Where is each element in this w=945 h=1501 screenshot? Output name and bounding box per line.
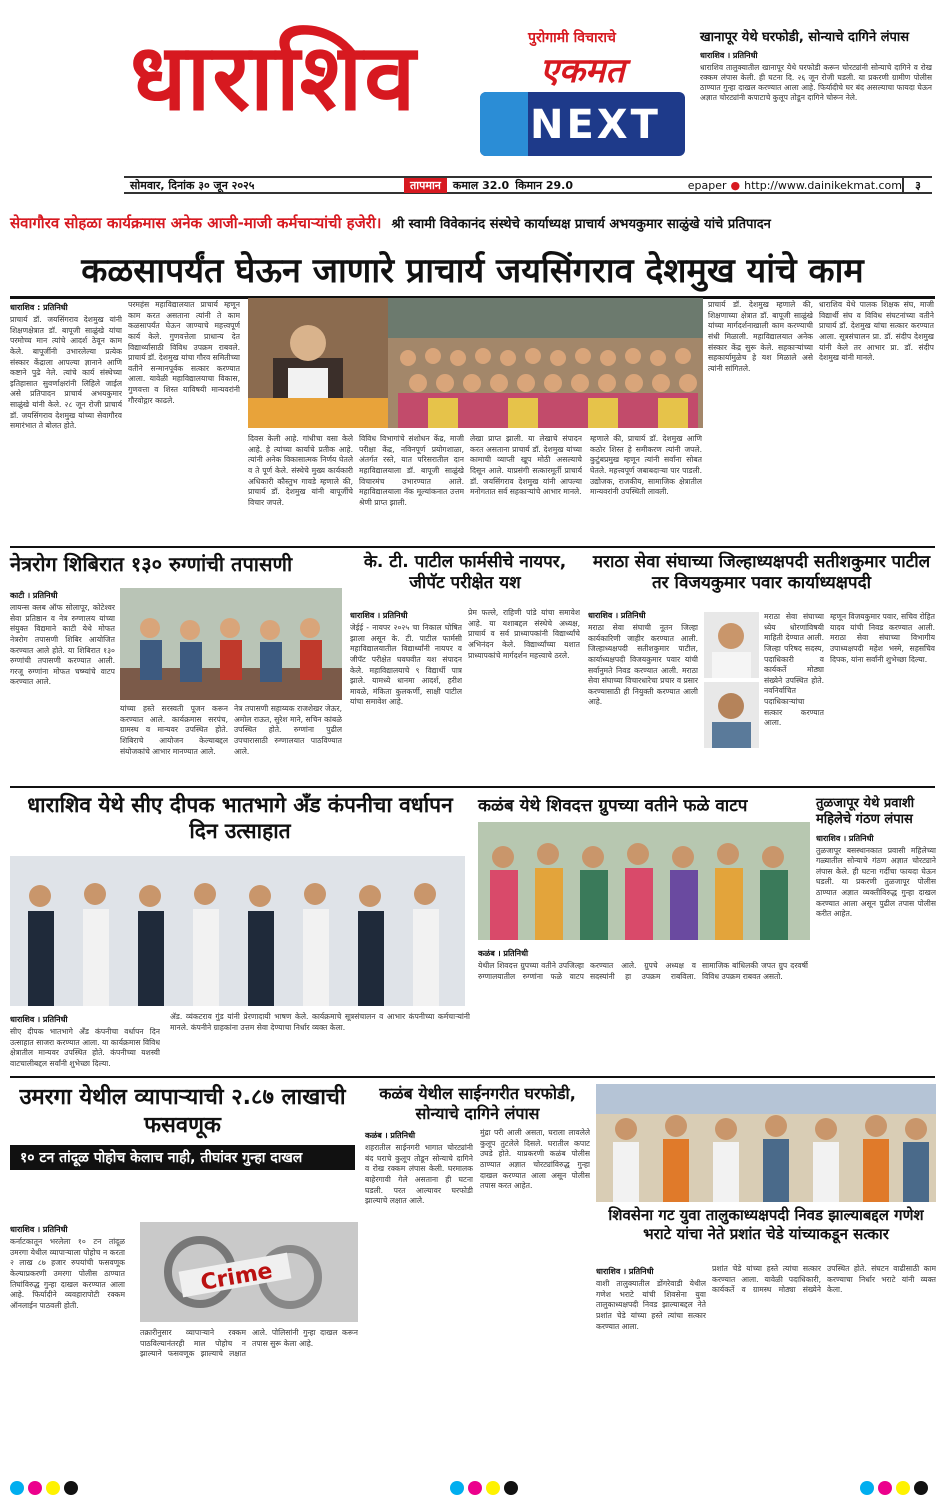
kalamb-fruits-photo	[478, 822, 810, 940]
article-kalamb-fruits	[478, 796, 808, 817]
article-byline: धाराशिव । प्रतिनिधी	[350, 611, 408, 620]
masthead-title: धाराशिव	[130, 24, 418, 131]
lead-text-8: धाराशिव येथे पालक शिक्षक संघ, माजी विद्यार्थी संघ व विविध संघटनांच्या वतीने प्राचार्य डॉ. देशमुख यांचा सत्कार करण्यात आला. सूत्रसंचालन प्रा. डॉ. संदीप देशमुख यांनी केले तर आभार प्रा. डॉ. संदीप देशमुख यांनी मानले.	[819, 300, 934, 363]
crime-photo-label: Crime	[198, 1258, 275, 1296]
article-byline: धाराशिव । प्रतिनिधी	[10, 1225, 68, 1234]
print-color-marks-left	[10, 1481, 78, 1495]
crime-photo	[140, 1222, 358, 1322]
temperature-label: तापमान	[404, 178, 447, 193]
magenta-mark	[468, 1481, 482, 1495]
article-eye-camp	[10, 552, 340, 577]
lead-headline: कळसापर्यंत घेऊन जाणारे प्राचार्य जयसिंगराव देशमुख यांचे काम	[10, 246, 935, 299]
lead-text-4: विविध विभागांचे संशोधन केंद्र, माजी परीक्षा केंद्र, नविनपूर्ण प्रयोगशाळा, अंतर्गत रस्ते, यात परिसरातील दान महाविद्यालयाला डॉ. बापूजी साळुंखे विचारमंच उभारण्यात आले. महाविद्यालयाला नॅक मूल्यांकनात उत्तम श्रेणी प्राप्त झाली.	[359, 434, 464, 507]
lead-text-1: प्राचार्य डॉ. जयसिंगराव देशमुख यांनी शिक्षणक्षेत्रात डॉ. बापूजी साळुंखे यांचा परमोच्च मान त्यांचे आदर्श ठेवून काम केले. बापूजींनी उभारलेल्या प्रत्येक संस्कार केंद्राला आपल्या ज्ञानाने आणि कष्टाने पुढे नेले. त्यांचे कार्य संस्थेच्या इतिहासात सुवर्णाक्षरांनी लिहिले जाईल असे प्रतिपादन प्राचार्य अभयकुमार साळुंखे यांनी केले. २८ जून रोजी प्राचार्य डॉ. जयसिंगराव देशमुख यांच्या सेवागौरव समारंभात ते बोलत होते.	[10, 315, 122, 431]
cyan-mark	[860, 1481, 874, 1495]
min-temperature: किमान 29.0	[515, 178, 574, 192]
article-body: जेईई - नायपर २०२५ चा निकाल घोषित झाला असून के. टी. पाटील फार्मसी महाविद्यालयातील विद्यार्थ्यांनी नायपर व जीपॅट परीक्षेत घवघवीत यश संपादन केले. महाविद्यालयाचे ९ विद्यार्थी पात्र झाले. यामध्ये धानमा आदर्श, हरीश मावळे, मंकिता कुलकर्णी, साक्षी पाटील यांचा समावेश आहे.	[350, 623, 462, 707]
article-headline: उमरगा येथील व्यापाऱ्याची २.८७ लाखाची फसवणूक	[19, 1085, 346, 1138]
eye-camp-text-3: नेत्र तपासणी सहाय्यक राजशेखर जेऊर, अमोल राऊत, सुरेश माने, सचिन कांबळे उपस्थित होते. रुग्णांना पुढील उपचारासाठी रुग्णालयात पाठविण्यात आले.	[234, 704, 342, 756]
article-body: मराठा सेवा संघाची नूतन जिल्हा कार्यकारिणी जाहीर करण्यात आली. जिल्हाध्यक्षपदी सतीशकुमार पाटील, कार्याध्यक्षपदी विजयकुमार पवार यांची सर्वानुमते निवड करण्यात आली. मराठा सेवा संघाच्या विचारधारेचा प्रचार व प्रसार करण्यासाठी ही नियुक्ती करण्यात आली आहे.	[588, 623, 698, 707]
article-headline: के. टी. पाटील फार्मसीचे नायपर, जीपॅट परीक्षेत यश	[363, 552, 567, 594]
print-color-marks-right	[860, 1481, 928, 1495]
article-body: धाराशिव तालुक्यातील खानापूर येथे घरफोडी करून चोरट्यांनी सोन्याचे दागिने व रोख रक्कम लंपास केली. ही घटना दि. २६ जून रोजी घडली. या प्रकरणी ग्रामीण पोलीस ठाण्यात गुन्हा दाखल करण्यात आला आहे. फिर्यादीचे घर बंद असल्याचा फायदा घेऊन अज्ञात चोरट्यांनी कपाटाचे कुलूप तोडून दागिने चोरून नेले.	[700, 62, 932, 103]
next-logo-label: NEXT	[530, 102, 661, 148]
banner-left: सेवागौरव सोहळा कार्यक्रमास अनेक आजी-माजी कर्मचाऱ्यांची हजेरी।	[10, 214, 382, 232]
article-byline: धाराशिव । प्रतिनिधी	[588, 611, 646, 620]
article-ca-anniversary	[10, 792, 470, 845]
kalamb-theft-column-1	[365, 1126, 473, 1463]
magenta-mark	[28, 1481, 42, 1495]
lead-text-7: प्राचार्य डॉ. देशमुख म्हणाले की, शिक्षणाच्या क्षेत्रात डॉ. बापूजी साळुंखे यांच्या मार्गदर्शनाखाली काम करण्याची संधी मिळाली. महाविद्यालयात अनेक संस्कार केंद्र सुरू केले. सहकाऱ्यांच्या सहकार्यामुळेच हे यश मिळाले असे त्यांनी सांगितले.	[708, 300, 813, 373]
article-headline: धाराशिव येथे सीए दीपक भातभागे अँड कंपनीचा वर्धापन दिन उत्साहात	[27, 793, 453, 844]
article-byline: काटी । प्रतिनिधी	[10, 591, 58, 600]
article-body: कर्नाटकातून भरलेला १० टन तांदूळ उमरगा येथील व्यापाऱ्याला पोहोच न करता २ लाख ८७ हजार रुपयांची फसवणूक केल्याप्रकरणी उमरगा पोलीस ठाण्यात तिघांविरुद्ध गुन्हा दाखल करण्यात आला आहे. फिर्यादीने व्यवहारापोटी रक्कम ऑनलाईन पाठवली होती.	[10, 1237, 125, 1310]
article-umarga-fraud	[10, 1084, 355, 1170]
lead-byline: धाराशिव : प्रतिनिधी	[10, 303, 68, 312]
magenta-mark	[878, 1481, 892, 1495]
kalamb-fruits-text	[478, 944, 808, 1071]
yellow-mark	[486, 1481, 500, 1495]
kalamb-theft-text-2: मुंद्रा परी आली असता, घराला लावलेले कुलूप तुटलेले दिसले. घरातील कपाट उघडे होते. याप्रकरणी कळंब पोलीस ठाण्यात अज्ञात चोरट्यांविरुद्ध गुन्हा दाखल करण्यात आला असून पोलीस तपास करत आहेत.	[480, 1128, 590, 1191]
epaper-link[interactable]	[688, 179, 902, 192]
epaper-label: epaper	[687, 178, 727, 192]
pharmacy-text-2: प्रेम फल्ले, राहिणी पांडे यांचा समावेश आहे. या यशाबद्दल संस्थेचे अध्यक्ष, प्राचार्य व सर्व प्राध्यापकांनी विद्यार्थ्यांचे अभिनंदन केले. विद्यार्थ्यांच्या यशात प्राध्यापकांचे मार्गदर्शन महत्त्वाचे ठरले.	[468, 608, 580, 660]
black-mark	[64, 1481, 78, 1495]
next-logo	[480, 92, 685, 156]
ca-column-1	[10, 1010, 160, 1071]
article-pharmacy	[350, 552, 580, 595]
cyan-mark	[450, 1481, 464, 1495]
lead-text-2: परमहंस महाविद्यालयात प्राचार्य म्हणून काम करत असताना त्यांनी ते काम कळसापर्यंत घेऊन जाण्याचे महत्त्वपूर्ण कार्य केले. गुणवत्तेला प्राधान्य देत विद्यार्थ्यांसाठी विविध उपक्रम राबवले. प्राचार्य डॉ. देशमुख यांचा गौरव समितीच्या वतीने सन्मानपूर्वक सत्कार करण्यात आला. यावेळी महाविद्यालयाचा विकास, गुणवत्ता व शिस्त याविषयी मान्यवरांनी गौरवोद्गार काढले.	[128, 300, 240, 405]
shivsena-photo	[596, 1084, 936, 1202]
lead-text-3: दिवस केली आहे. गांधीचा वसा केले आहे. हे त्यांच्या कार्याचे प्रतीक आहे. त्यांनी अनेक विकासात्मक निर्णय घेतले व ते पूर्ण केले. संस्थेचे मुख्य कार्यकारी अधिकारी कौस्तुभ गावडे म्हणाले की, प्राचार्य डॉ. देशमुख यांनी बापूजींचे विचार जपले.	[248, 434, 353, 507]
article-maratha-seva	[588, 552, 935, 595]
article-headline: नेत्ररोग शिबिरात १३० रुग्णांची तपासणी	[10, 552, 293, 576]
article-headline: कळंब येथे शिवदत्त ग्रुपच्या वतीने फळे वाटप	[478, 796, 748, 816]
black-mark	[914, 1481, 928, 1495]
black-mark	[504, 1481, 518, 1495]
article-subheadline: १० टन तांदूळ पोहोच केलाच नाही, तीघांवर गुन्हा दाखल	[10, 1145, 355, 1170]
maratha-text-2: मराठा सेवा संघाच्या ध्येय धोरणांविषयी माहिती देण्यात आली. जिल्हा परिषद सदस्य, पदाधिकारी व कार्यकर्ते मोठ्या संख्येने उपस्थित होते. नवनिर्वाचित पदाधिकाऱ्यांचा सत्कार करण्यात आला.	[764, 612, 824, 728]
max-temperature: कमाल 32.0	[452, 178, 510, 192]
divider	[10, 1076, 935, 1078]
article-body: वाशी तालुक्यातील डोंगरेवाडी येथील गणेश भराटे यांची शिवसेना युवा तालुकाध्यक्षपदी निवड झाल्याबद्दल नेते प्रशांत चेडे यांच्या हस्ते त्यांचा सत्कार करण्यात आला.	[596, 1279, 706, 1331]
shivsena-text-2: प्रशांत चेडे यांच्या हस्ते त्यांचा सत्कार करण्यात आला. यावेळी पदाधिकारी, कार्यकर्ते व ग्रामस्थ मोठ्या संख्येने उपस्थित होते. संघटन वाढीसाठी काम करण्याचा निर्धार भराटे यांनी व्यक्त केला.	[712, 1264, 936, 1295]
article-body: लायन्स क्लब ऑफ सोलापूर, कोटेश्वर सेवा प्रतिष्ठान व नेत्र रुग्णालय यांच्या संयुक्त विद्यमाने काटी येथे मोफत नेत्ररोग तपासणी शिबिर आयोजित करण्यात आले होते. या शिबिरात १३० रुग्णांची तपासणी करण्यात आली. गरजू रुग्णांना मोफत चष्म्यांचे वाटप करण्यात आले.	[10, 603, 115, 687]
ca-text-2: ॲड. व्यंकटराव गुंड यांनी प्रेरणादायी भाषण केले. कार्यक्रमाचे सूत्रसंचालन व आभार कंपनीच्या कर्मचाऱ्यांनी मानले. कंपनीने ग्राहकांना उत्तम सेवा देण्याचा निर्धार व्यक्त केला.	[170, 1012, 470, 1032]
ca-photo-graphic	[10, 856, 465, 1006]
umarga-text-2: तक्रारीनुसार व्यापाऱ्याने रक्कम पाठविल्यानंतरही माल पोहोच न झाल्याने फसवणूक झाल्याचे लक्षात आले. पोलिसांनी गुन्हा दाखल करून तपास सुरू केला आहे.	[140, 1328, 358, 1359]
ca-photo	[10, 856, 465, 1006]
article-headline: मराठा सेवा संघाच्या जिल्हाध्यक्षपदी सतीशकुमार पाटील तर विजयकुमार पवार कार्याध्यक्षपदी	[592, 552, 931, 594]
kalamb-fruits-photo-graphic	[478, 822, 810, 940]
portrait-graphic	[704, 682, 759, 748]
article-headline: शिवसेना गट युवा तालुकाध्यक्षपदी निवड झाल्याबद्दल गणेश भराटे यांचा नेते प्रशांत चेडे यांच्याकडून सत्कार	[608, 1206, 924, 1243]
article-tuljapur	[816, 796, 936, 1071]
page-number: ३	[902, 178, 932, 193]
print-color-marks-center	[450, 1481, 518, 1495]
article-body: सीए दीपक भातभागे अँड कंपनीचा वर्धापन दिन उत्साहात साजरा करण्यात आला. या कार्यक्रमास विविध क्षेत्रातील मान्यवर उपस्थित होते. कंपनीच्या यशस्वी वाटचालीबद्दल सर्वांनी शुभेच्छा दिल्या.	[10, 1027, 160, 1068]
article-body: तुळजापूर बसस्थानकात प्रवासी महिलेच्या गळ्यातील सोन्याचे गंठण अज्ञात चोरट्याने लंपास केले. ही घटना गर्दीचा फायदा घेऊन घडली. या प्रकरणी तुळजापूर पोलीस ठाण्यात अज्ञात व्यक्तीविरुद्ध गुन्हा दाखल करण्यात आला असून पुढील तपास पोलीस करीत आहेत.	[816, 845, 936, 919]
article-byline: धाराशिव । प्रतिनिधी	[700, 50, 758, 60]
article-byline: कळंब । प्रतिनिधी	[478, 949, 529, 958]
lead-text-6: म्हणाले की, प्राचार्य डॉ. देशमुख आणि कठोर शिस्त हे समीकरण त्यांनी जपले. कुटुंबप्रमुख म्हणून त्यांनी सर्वांना सोबत घेतले. महत्त्वपूर्ण जबाबदाऱ्या पार पाडली. उद्योजक, राजकीय, सामाजिक क्षेत्रातील मान्यवरांनी उपस्थिती लावली.	[590, 434, 702, 497]
lead-photo-graphic	[248, 298, 703, 428]
shivsena-photo-graphic	[596, 1084, 936, 1202]
article-body: शहरातील साईनगरी भागात चोरट्यांनी बंद घराचे कुलूप तोडून सोन्याचे दागिने व रोख रक्कम लंपास केली. घरमालक बाहेरगावी गेले असताना ही घटना घडली. परत आल्यावर घरफोडी झाल्याचे लक्षात आले.	[365, 1143, 473, 1206]
eye-camp-column-1	[10, 586, 115, 793]
maratha-text-3: म्हणून विजयकुमार पवार, सचिव रोहित यादव यांची निवड करण्यात आली. मराठा सेवा संघाच्या विभागीय उपाध्यक्षपदी महेश भस्मे, सहसचिव दिपक, यांना सर्वांनी शुभेच्छा दिल्या.	[830, 612, 935, 664]
article-byline: कळंब । प्रतिनिधी	[365, 1131, 416, 1140]
pharmacy-column-1	[350, 606, 462, 793]
website-url[interactable]: http://www.dainikekmat.com	[744, 178, 902, 192]
info-bar	[124, 176, 932, 194]
article-kalamb-theft	[365, 1084, 590, 1124]
crime-photo-graphic	[140, 1222, 358, 1322]
divider	[10, 786, 935, 788]
cyan-mark	[10, 1481, 24, 1495]
lead-column-1	[10, 298, 122, 557]
lead-photo	[248, 298, 703, 428]
masthead-tagline: पुरोगामी विचाराचे	[528, 30, 616, 46]
eye-camp-text-2: यांच्या हस्ते सरस्वती पूजन करून करण्यात आले. कार्यक्रमास सरपंच, ग्रामस्थ व मान्यवर उपस्थित होते. शिबिराचे आयोजन केल्याबद्दल संयोजकांचे आभार मानण्यात आले.	[120, 704, 228, 756]
masthead-brand: एकमत	[540, 51, 625, 91]
epaper-icon: ●	[730, 178, 741, 192]
eye-camp-photo	[120, 588, 342, 700]
portrait-graphic	[704, 612, 759, 678]
article-byline: धाराशिव । प्रतिनिधी	[816, 833, 874, 843]
article-byline: धाराशिव । प्रतिनिधी	[10, 1015, 68, 1024]
article-khanapur-theft	[700, 30, 932, 104]
article-headline: खानापूर येथे घरफोडी, सोन्याचे दागिने लंपास	[700, 30, 910, 45]
yellow-mark	[896, 1481, 910, 1495]
maratha-photo-1	[704, 612, 759, 678]
article-body: येथील शिवदत्त ग्रुपच्या वतीने उपजिल्हा रुग्णालयातील रुग्णांना फळे वाटप करण्यात आले. ग्रुपचे अध्यक्ष व सदस्यांनी हा उपक्रम राबविला. सामाजिक बांधिलकी जपत ग्रुप दरवर्षी विविध उपक्रम राबवत असतो.	[478, 961, 808, 981]
maratha-column-1	[588, 606, 698, 793]
shivsena-column-1	[596, 1262, 706, 1465]
eye-camp-photo-graphic	[120, 588, 342, 700]
divider	[10, 546, 935, 548]
lead-text-5: लेखा प्राप्त झाली. या लेखाचे संपादन करत असताना प्राचार्य डॉ. देशमुख यांच्या कामाची व्याप्ती खूप मोठी असल्याचे दिसून आले. याप्रसंगी सत्कारमूर्ती प्राचार्य डॉ. जयसिंगराव देशमुख यांनी आपल्या मनोगतात सर्व सहकाऱ्यांचे आभार मानले.	[470, 434, 582, 497]
issue-date: सोमवार, दिनांक ३० जून २०२५	[130, 178, 255, 192]
umarga-column-1	[10, 1220, 125, 1477]
maratha-photo-2	[704, 682, 759, 748]
article-headline: कळंब येथील साईनगरीत घरफोडी, सोन्याचे दागिने लंपास	[379, 1084, 576, 1123]
lead-banner	[10, 210, 935, 236]
article-shivsena	[596, 1206, 936, 1244]
yellow-mark	[46, 1481, 60, 1495]
banner-right: श्री स्वामी विवेकानंद संस्थेचे कार्याध्यक्ष प्राचार्य अभयकुमार साळुंखे यांचे प्रतिपादन	[391, 217, 771, 232]
article-headline: तुळजापूर येथे प्रवाशी महिलेचे गंठण लंपास	[816, 796, 915, 828]
article-byline: धाराशिव । प्रतिनिधी	[596, 1267, 654, 1276]
next-logo-accent	[480, 92, 528, 156]
